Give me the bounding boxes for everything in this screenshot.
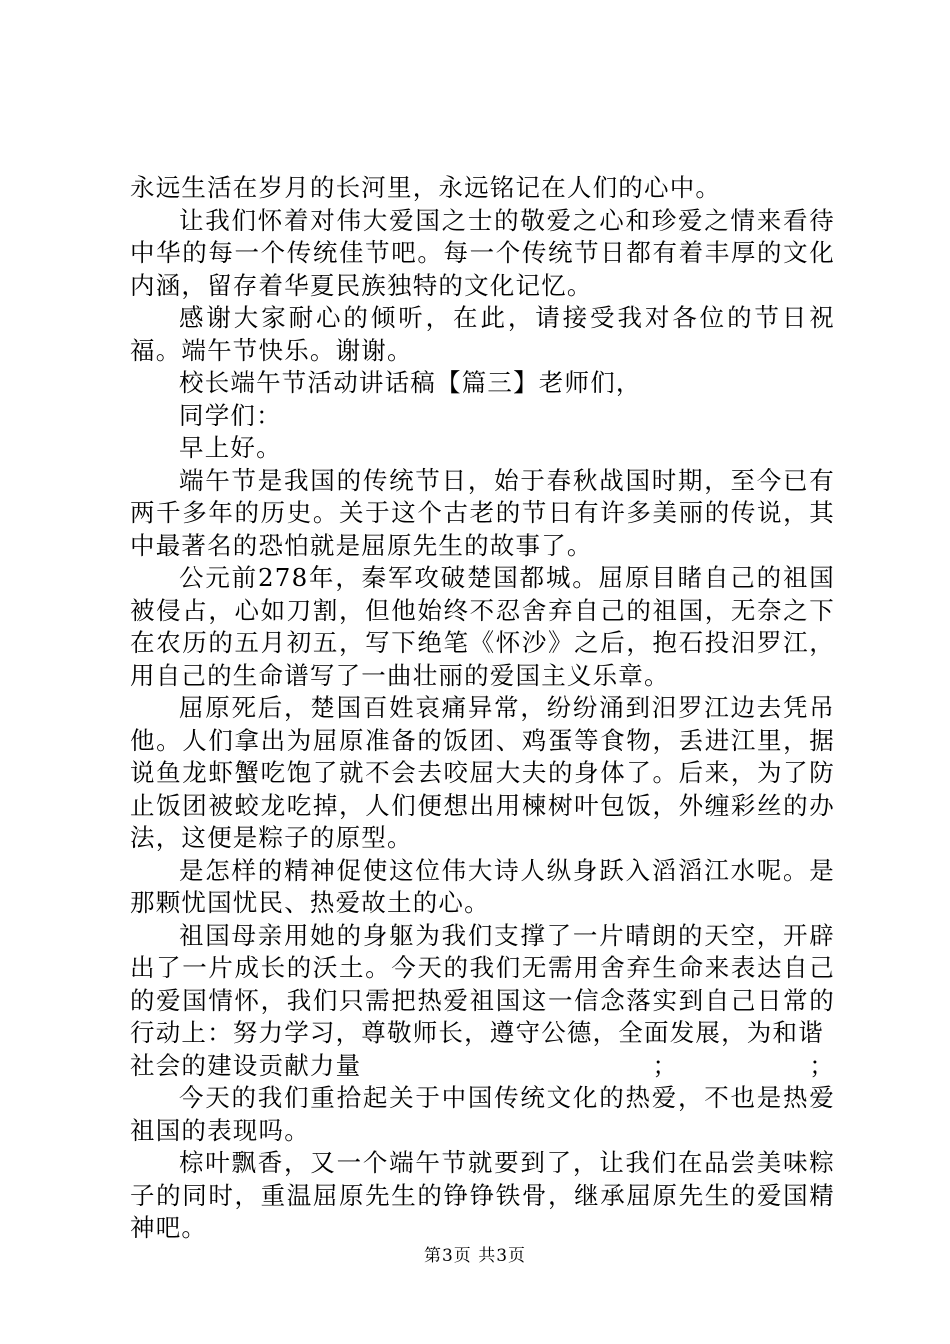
paragraph-3: 感谢大家耐心的倾听，在此，请接受我对各位的节日祝福。端午节快乐。谢谢。 [130,303,835,365]
semicolon-2: ； [809,1050,835,1080]
salutation: 同学们： [179,400,282,430]
section-heading: 校长端午节活动讲话稿【篇三】老师们， [179,368,642,397]
paragraph-1: 永远生活在岁月的长河里，永远铭记在人们的心中。 [130,173,722,202]
paragraph-2: 让我们怀着对伟大爱国之士的敬爱之心和珍爱之情来看待中华的每一个传统佳节吧。每一个传统节日都有着丰厚的文化内涵，留存着华夏民族独特的文化记忆。 [130,205,835,300]
document-body [130,172,835,1245]
paragraph-8: 公元前278年，秦军攻破楚国都城。屈原目睹自己的祖国被侵占，心如刀割，但他始终不忍舍弃自己的祖国，无奈之下在农历的五月初五，写下绝笔《怀沙》之后，抱石投汨罗江，用自己的生命谱写了一曲壮丽的爱国主义乐章。 [130,563,835,690]
paragraph-10: 是怎样的精神促使这位伟大诗人纵身跃入滔滔江水呢。是那颗忧国忧民、热爱故土的心。 [130,855,835,917]
paragraph-9: 屈原死后，楚国百姓哀痛异常，纷纷涌到汨罗江边去凭吊他。人们拿出为屈原准备的饭团、鸡蛋等食物，丢进江里，据说鱼龙虾蟹吃饱了就不会去咬屈大夫的身体了。后来，为了防止饭团被蛟龙吃掉，人们便想出用楝树叶包饭，外缠彩丝的办法，这便是粽子的原型。 [130,693,835,852]
greeting: 早上好。 [179,433,282,462]
paragraph-7: 端午节是我国的传统节日，始于春秋战国时期，至今已有两千多年的历史。关于这个古老的节日有许多美丽的传说，其中最著名的恐怕就是屈原先生的故事了。 [130,465,835,560]
paragraph-11-tail [130,1050,835,1083]
paragraph-11: 祖国母亲用她的身躯为我们支撑了一片晴朗的天空，开辟出了一片成长的沃土。今天的我们无需用舍弃生命来表达自己的爱国情怀，我们只需把热爱祖国这一信念落实到自己日常的行动上：努力学习，尊敬师长，遵守公德，全面发展，为和谐 [130,920,835,1047]
paragraph-12: 今天的我们重拾起关于中国传统文化的热爱，不也是热爱祖国的表现吗。 [130,1083,835,1145]
semicolon-1: ； [652,1050,679,1080]
tail-text: 社会的建设贡献力量 [130,1050,362,1080]
paragraph-13: 棕叶飘香，又一个端午节就要到了，让我们在品尝美味粽子的同时，重温屈原先生的铮铮铁骨，继承屈原先生的爱国精神吧。 [130,1148,835,1242]
page-footer: 第3页 共3页 [423,1246,527,1266]
